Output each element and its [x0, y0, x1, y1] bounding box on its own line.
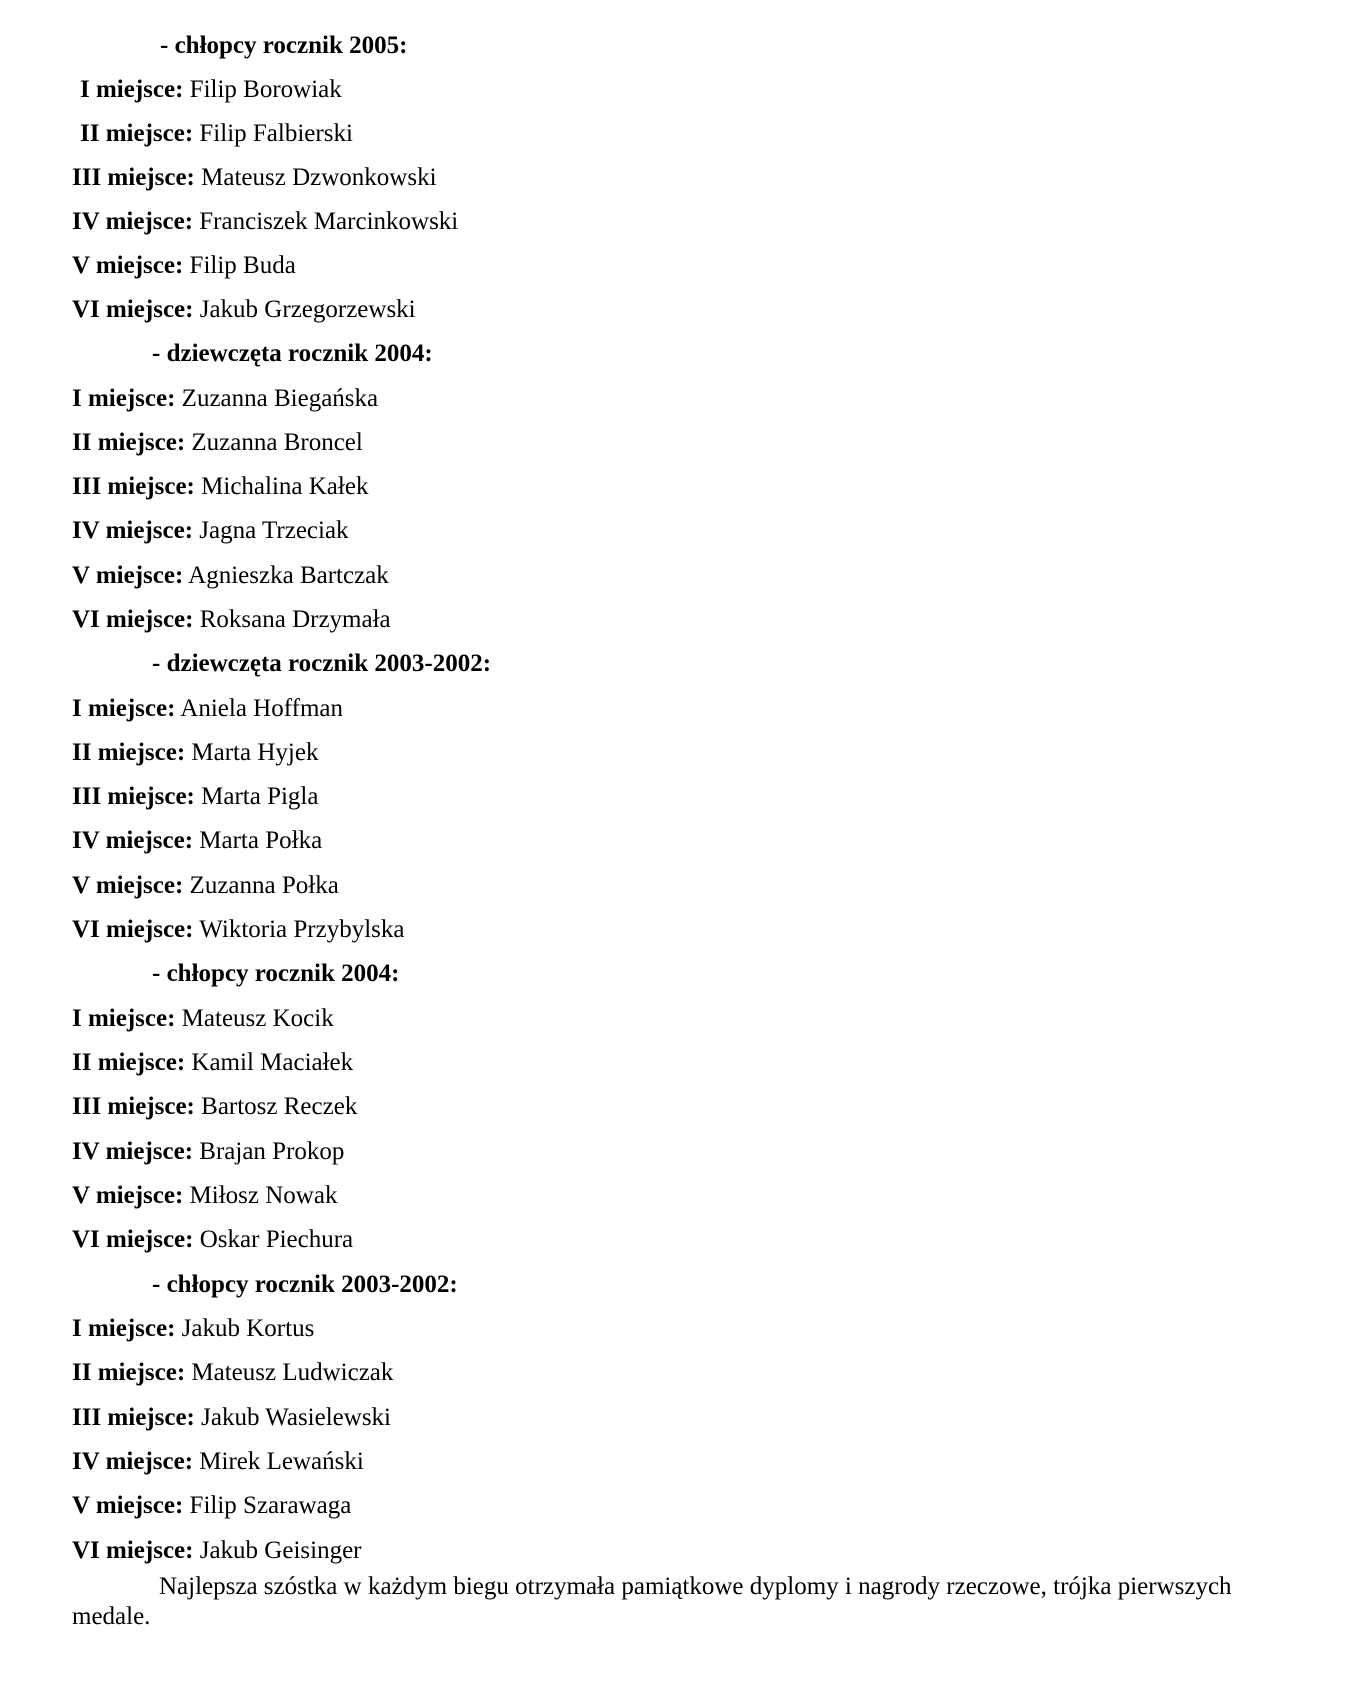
- athlete-name: Zuzanna Biegańska: [181, 385, 379, 412]
- result-line: [72, 1137, 344, 1167]
- place-label: VI miejsce:: [72, 1226, 194, 1253]
- result-line: [72, 782, 318, 812]
- place-label: II miejsce:: [72, 1049, 186, 1076]
- athlete-name: Agnieszka Bartczak: [188, 562, 389, 589]
- athlete-name: Jakub Wasielewski: [201, 1404, 391, 1431]
- place-label: IV miejsce:: [72, 827, 194, 854]
- place-label: V miejsce:: [72, 562, 184, 589]
- athlete-name: Bartosz Reczek: [201, 1093, 358, 1120]
- place-label: IV miejsce:: [72, 1448, 194, 1475]
- result-line: [72, 694, 343, 724]
- athlete-name: Filip Szarawaga: [189, 1492, 352, 1519]
- athlete-name: Mateusz Kocik: [181, 1005, 334, 1032]
- result-line: [72, 871, 339, 901]
- result-line: [72, 163, 437, 193]
- athlete-name: Marta Połka: [199, 827, 323, 854]
- place-label: III miejsce:: [72, 783, 195, 810]
- athlete-name: Roksana Drzymała: [199, 606, 391, 633]
- athlete-name: Mateusz Dzwonkowski: [201, 164, 437, 191]
- place-label: II miejsce:: [72, 429, 186, 456]
- group-heading: - chłopcy rocznik 2003-2002:: [152, 1271, 458, 1298]
- place-label: II miejsce:: [72, 739, 186, 766]
- result-line: [72, 1536, 362, 1566]
- place-label: IV miejsce:: [72, 517, 194, 544]
- athlete-name: Filip Borowiak: [189, 76, 342, 103]
- result-line: [72, 1048, 353, 1078]
- result-line: [72, 561, 389, 591]
- place-label: I miejsce:: [72, 1315, 176, 1342]
- place-label: V miejsce:: [72, 1492, 184, 1519]
- athlete-name: Jakub Grzegorzewski: [199, 296, 416, 323]
- result-line: [72, 1491, 351, 1521]
- result-line: [72, 251, 296, 281]
- place-label: VI miejsce:: [72, 1537, 194, 1564]
- athlete-name: Filip Falbierski: [199, 120, 353, 147]
- athlete-name: Jakub Geisinger: [199, 1537, 362, 1564]
- athlete-name: Wiktoria Przybylska: [199, 916, 405, 943]
- group-heading: - dziewczęta rocznik 2003-2002:: [152, 650, 492, 677]
- result-line: [72, 1092, 357, 1122]
- place-label: III miejsce:: [72, 1093, 195, 1120]
- place-label: V miejsce:: [72, 872, 184, 899]
- result-line: [72, 1358, 393, 1388]
- result-line: [72, 1403, 391, 1433]
- closing-paragraph: Najlepsza szóstka w każdym biegu otrzymała pamiątkowe dyplomy i nagrody rzeczowe, trójka pierwszych medale.: [72, 1573, 1232, 1630]
- athlete-name: Marta Hyjek: [191, 739, 319, 766]
- place-label: V miejsce:: [72, 1182, 184, 1209]
- result-line: [72, 738, 318, 768]
- athlete-name: Miłosz Nowak: [189, 1182, 338, 1209]
- place-label: IV miejsce:: [72, 1138, 194, 1165]
- athlete-name: Aniela Hoffman: [180, 695, 343, 722]
- athlete-name: Mirek Lewański: [199, 1448, 364, 1475]
- result-line: [72, 1314, 314, 1344]
- athlete-name: Zuzanna Broncel: [191, 429, 363, 456]
- place-label: II miejsce:: [72, 1359, 186, 1386]
- place-label: I miejsce:: [72, 695, 176, 722]
- athlete-name: Jakub Kortus: [181, 1315, 315, 1342]
- result-line: [72, 472, 368, 502]
- result-line: [72, 428, 363, 458]
- place-label: I miejsce:: [72, 1005, 176, 1032]
- group-heading: - chłopcy rocznik 2004:: [152, 960, 400, 987]
- athlete-name: Franciszek Marcinkowski: [199, 208, 459, 235]
- place-label: III miejsce:: [72, 164, 195, 191]
- result-line: [72, 915, 405, 945]
- place-label: VI miejsce:: [72, 916, 194, 943]
- result-line: [72, 384, 378, 414]
- result-line: [80, 119, 353, 149]
- place-label: III miejsce:: [72, 1404, 195, 1431]
- athlete-name: Kamil Maciałek: [191, 1049, 354, 1076]
- result-line: [72, 1004, 334, 1034]
- athlete-name: Filip Buda: [189, 252, 296, 279]
- athlete-name: Marta Pigla: [201, 783, 319, 810]
- result-line: [72, 605, 391, 635]
- result-line: [72, 826, 322, 856]
- result-line: [72, 295, 416, 325]
- athlete-name: Mateusz Ludwiczak: [191, 1359, 394, 1386]
- place-label: II miejsce:: [80, 120, 194, 147]
- place-label: III miejsce:: [72, 473, 195, 500]
- result-line: [72, 1447, 364, 1477]
- place-label: IV miejsce:: [72, 208, 194, 235]
- result-line: [72, 1181, 337, 1211]
- athlete-name: Brajan Prokop: [199, 1138, 345, 1165]
- athlete-name: Oskar Piechura: [199, 1226, 354, 1253]
- place-label: V miejsce:: [72, 252, 184, 279]
- athlete-name: Michalina Kałek: [201, 473, 369, 500]
- result-line: [72, 516, 349, 546]
- group-heading: - dziewczęta rocznik 2004:: [152, 340, 433, 367]
- place-label: I miejsce:: [80, 76, 184, 103]
- place-label: VI miejsce:: [72, 296, 194, 323]
- athlete-name: Zuzanna Połka: [189, 872, 339, 899]
- athlete-name: Jagna Trzeciak: [199, 517, 349, 544]
- place-label: I miejsce:: [72, 385, 176, 412]
- result-line: [72, 1225, 353, 1255]
- group-heading: - chłopcy rocznik 2005:: [160, 32, 408, 59]
- result-line: [80, 75, 342, 105]
- result-line: [72, 207, 458, 237]
- place-label: VI miejsce:: [72, 606, 194, 633]
